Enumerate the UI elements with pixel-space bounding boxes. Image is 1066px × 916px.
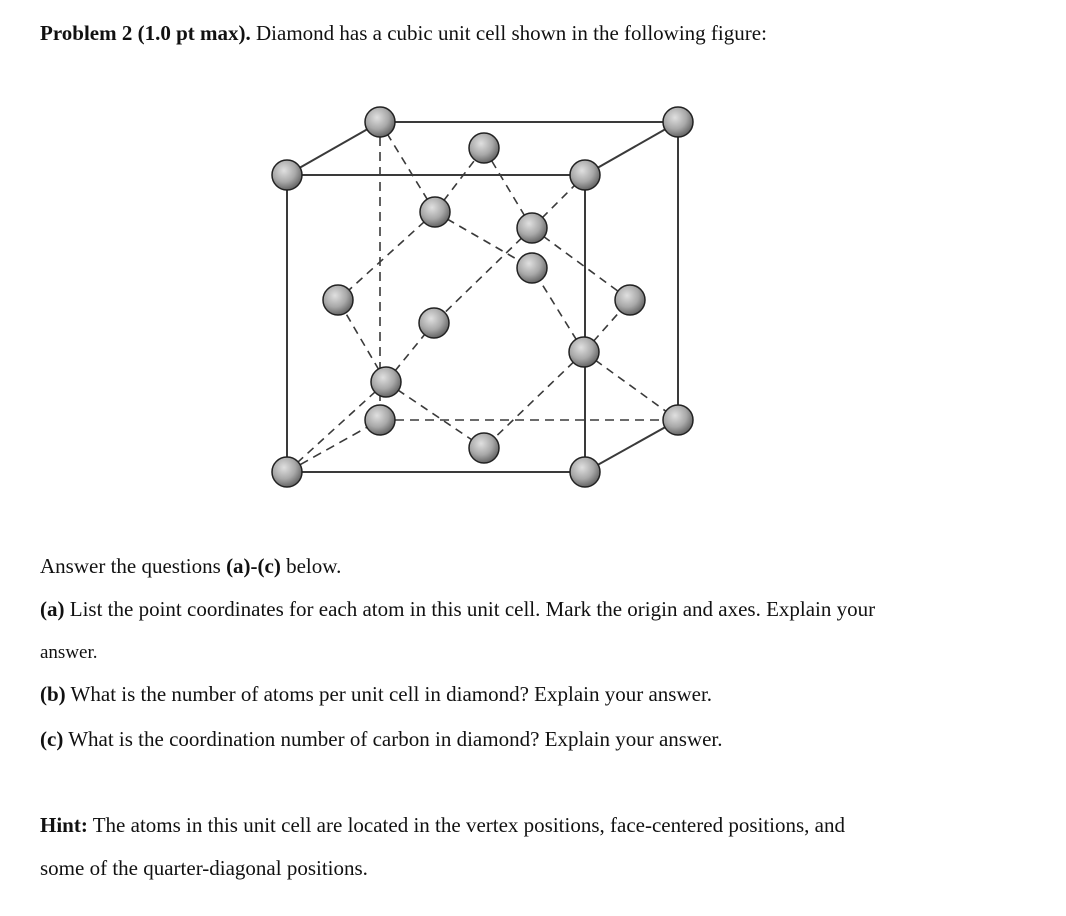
diamond-unit-cell-figure: [255, 95, 700, 500]
corner-atom: [272, 160, 302, 190]
question-a: [40, 596, 875, 622]
hint-label: Hint:: [40, 813, 88, 837]
face-center-atom-front: [419, 308, 449, 338]
hint-text-line2: some of the quarter-diagonal positions.: [40, 856, 368, 880]
hint: [40, 812, 845, 838]
quarter-diagonal-atom: [371, 367, 401, 397]
bottom-right-depth-edge: [585, 420, 678, 472]
question-b: [40, 681, 712, 707]
corner-atom: [663, 405, 693, 435]
corner-atom: [570, 160, 600, 190]
questions-intro: [40, 553, 341, 579]
problem-heading: [40, 20, 767, 46]
atoms: [272, 107, 693, 487]
problem-points: (1.0 pt max).: [137, 21, 251, 45]
question-a-text-line2: answer.: [40, 642, 98, 663]
question-a-continuation: [40, 640, 98, 666]
problem-label: Problem 2: [40, 21, 133, 45]
quarter-diagonal-atom: [420, 197, 450, 227]
hint-text-line1: The atoms in this unit cell are located in the vertex positions, face-centered positions, and: [92, 813, 845, 837]
intro-range: (a)-(c): [226, 554, 281, 578]
bond: [434, 228, 532, 323]
bond: [386, 382, 484, 448]
question-c: [40, 726, 723, 752]
face-center-atom-bottom: [469, 433, 499, 463]
corner-atom: [365, 107, 395, 137]
question-c-text: What is the coordination number of carbon in diamond? Explain your answer.: [68, 727, 723, 751]
corner-atom: [570, 457, 600, 487]
question-a-text: List the point coordinates for each atom in this unit cell. Mark the origin and axes. Explain your: [69, 597, 876, 621]
problem-statement: Diamond has a cubic unit cell shown in the following figure:: [256, 21, 767, 45]
bond: [484, 352, 584, 448]
intro-after: below.: [286, 554, 342, 578]
intro-before: Answer the questions: [40, 554, 221, 578]
bond: [380, 122, 435, 212]
bond: [338, 212, 435, 300]
top-left-depth-edge: [287, 122, 380, 175]
question-b-label: (b): [40, 682, 66, 706]
quarter-diagonal-atom: [517, 213, 547, 243]
bond: [435, 212, 532, 268]
corner-atom: [663, 107, 693, 137]
corner-atom: [272, 457, 302, 487]
face-center-atom-top: [469, 133, 499, 163]
bottom-left-hidden-edge: [287, 420, 380, 472]
face-center-atom-right: [615, 285, 645, 315]
question-a-label: (a): [40, 597, 65, 621]
quarter-diagonal-atom: [569, 337, 599, 367]
question-b-text: What is the number of atoms per unit cell in diamond? Explain your answer.: [70, 682, 713, 706]
face-center-atom-left: [323, 285, 353, 315]
face-center-atom-back: [517, 253, 547, 283]
top-right-depth-edge: [585, 122, 678, 175]
corner-atom: [365, 405, 395, 435]
question-c-label: (c): [40, 727, 64, 751]
hint-continuation: [40, 855, 368, 881]
bond: [584, 352, 678, 420]
